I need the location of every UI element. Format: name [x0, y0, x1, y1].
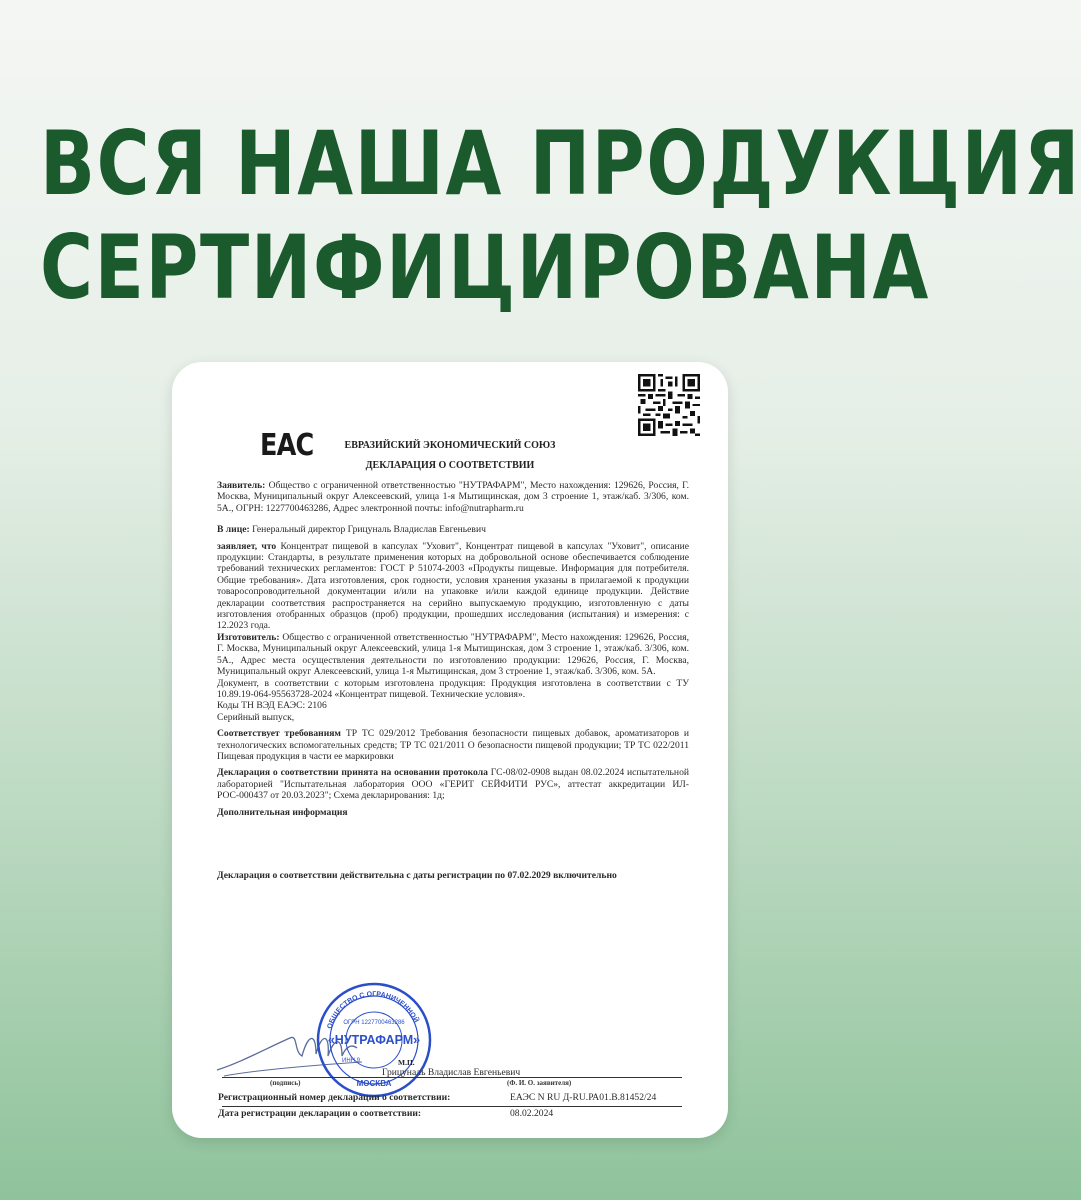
- maker-label: Изготовитель:: [217, 631, 280, 643]
- basis-paragraph: [217, 767, 689, 801]
- union-title: ЕВРАЗИЙСКИЙ ЭКОНОМИЧЕСКИЙ СОЮЗ: [344, 440, 556, 451]
- person-paragraph: [217, 524, 689, 535]
- reg-divider: [222, 1106, 682, 1107]
- declares-text: Концентрат пищевой в капсулах "Уховит", Концентрат пищевой в капсулах "Уховит", описание продукции: Стандарты, в результате применения которых на добровольной основе обеспечивается соблюдение требований технических регламентов: ГОСТ Р 51074-2003 «Продукты пищевые. Информация для потребителя. Общие требования». Дата изготовления, срок годности, условия хранения указаны в прилагаемой к продукции товаросопроводительной документации и/или на упаковке и/или каждой единице продукции. Действие декларации соответствия распространяется на серийно выпускаемую продукцию, изготовленную с даты изготовления отобранных образцов (проб) продукции, прошедших исследования (испытания) и измерения: с 12.2023 года.: [217, 540, 689, 632]
- seal-company: «НУТРАФАРМ»: [327, 1033, 421, 1047]
- declares-paragraph: [217, 541, 689, 632]
- doc-paragraph: Документ, в соответствии с которым изготовлена продукция: Продукция изготовлена в соответствии с ТУ 10.89.19-064-95563728-2024 «Концентрат пищевой. Технические условия».: [217, 677, 689, 700]
- maker-text: Общество с ограниченной ответственностью "НУТРАФАРМ", Место нахождения: 129626, Россия, Г. Москва, Муниципальный округ Алексеевский, улица 1-я Мытищинская, дом 3 строение 1, этаж/каб. 3/306, ком. 5А., Адрес места осуществления деятельности по изготовлению продукции: 129626, Россия, Г. Москва, Муниципальный округ Алексеевский, улица 1-я Мытищинская, дом 3 строение 1, этаж/каб. 3/306, ком. 5А.: [217, 631, 689, 678]
- extra-info-label: Дополнительная информация: [217, 806, 348, 818]
- declares-label: заявляет, что: [217, 540, 277, 552]
- codes-paragraph: Коды ТН ВЭД ЕАЭС: 2106: [217, 700, 327, 712]
- reg-number-value: ЕАЭС N RU Д-RU.РА01.В.81452/24: [510, 1092, 657, 1103]
- applicant-paragraph: [217, 480, 689, 514]
- declaration-card: [172, 362, 728, 1138]
- complies-paragraph: [217, 728, 689, 762]
- seal-inn: ИНН 9: [342, 1058, 360, 1064]
- caption-signature: (подпись): [270, 1079, 301, 1087]
- headline-line-2: СЕРТИФИЦИРОВАНА: [40, 216, 930, 319]
- seal-initials: М.П.: [398, 1058, 415, 1067]
- signature-line: [222, 1077, 682, 1078]
- complies-text: ТР ТС 029/2012 Требования безопасности пищевых добавок, ароматизаторов и технологических вспомогательных средств; ТР ТС 021/2011 О безопасности пищевой продукции; ТР ТС 022/2011 Пищевая продукция в части ее маркировки: [217, 728, 689, 762]
- headline-line-1: ВСЯ НАША ПРОДУКЦИЯ: [40, 112, 1081, 215]
- company-seal: [314, 980, 434, 1100]
- reg-number-label: Регистрационный номер декларации о соответствии:: [218, 1092, 451, 1103]
- seal-city: МОСКВА: [356, 1079, 392, 1088]
- applicant-label: Заявитель:: [217, 480, 266, 491]
- reg-date-value: 08.02.2024: [510, 1108, 554, 1119]
- basis-label: Декларация о соответствии принята на основании протокола: [217, 767, 488, 779]
- extra-info-paragraph: [217, 807, 689, 818]
- serial-paragraph: Серийный выпуск,: [217, 711, 295, 723]
- eac-mark: EAC: [260, 428, 314, 463]
- declaration-title: ДЕКЛАРАЦИЯ О СООТВЕТСТВИИ: [365, 460, 535, 471]
- signer-name: Грицуналь Владислав Евгеньевич: [382, 1067, 521, 1078]
- complies-label: Соответствует требованиям: [217, 728, 341, 740]
- basis-text: ГС-08/02-0908 выдан 08.02.2024 испытательной лабораторией "Испытательная лаборатория ООО «ГЕРИТ СЕЙФИТИ РУС», аттестат аккредитации ИЛ-РОС-000437 от 20.03.2023"; Схема декларирования: 1д;: [217, 767, 689, 802]
- person-label: В лице:: [217, 524, 250, 536]
- maker-paragraph: [217, 632, 689, 678]
- validity-statement: Декларация о соответствии действительна с даты регистрации по 07.02.2029 включительно: [217, 870, 617, 881]
- seal-ogrn: ОГРН 1227700463286: [343, 1020, 405, 1026]
- reg-date-label: Дата регистрации декларации о соответствии:: [218, 1108, 422, 1119]
- applicant-text: Общество с ограниченной ответственностью "НУТРАФАРМ", Место нахождения: 129626, Россия, Г. Москва, Муниципальный округ Алексеевский, улица 1-я Мытищинская, дом 3 строение 1, этаж/каб. 3/306, ком. 5А., ОГРН: 1227700463286, Адрес электронной почты: info@nutrapharm.ru: [217, 480, 690, 514]
- qr-code-icon: [638, 374, 700, 436]
- declaration-body: [217, 480, 689, 818]
- person-text: Генеральный директор Грицуналь Владислав Евгеньевич: [252, 524, 486, 536]
- caption-fio: (Ф. И. О. заявителя): [507, 1079, 572, 1087]
- headline: [40, 112, 1081, 320]
- seal-ring-text: ОБЩЕСТВО С ОГРАНИЧЕННОЙ: [326, 990, 420, 1030]
